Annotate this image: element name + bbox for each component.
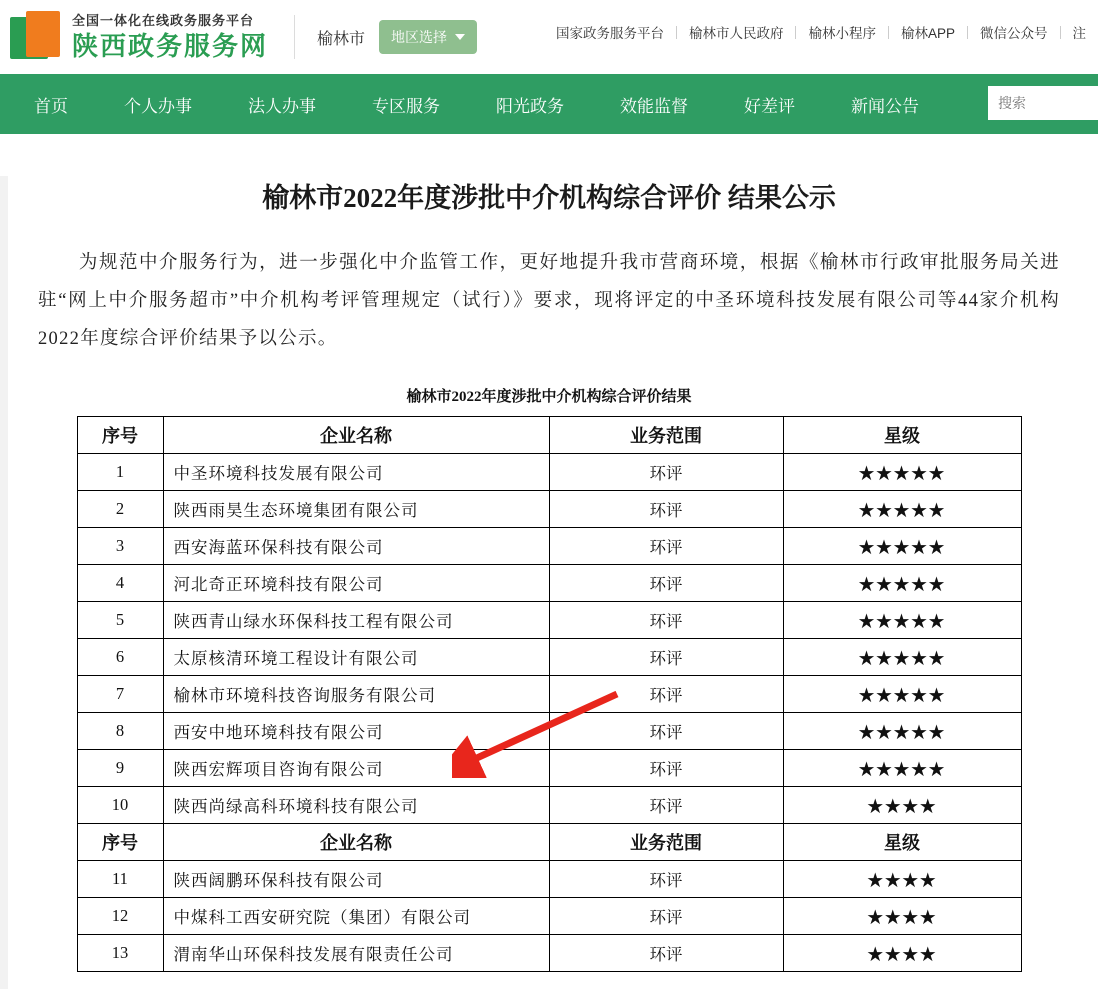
cell-no: 10: [77, 786, 163, 823]
cell-no: 12: [77, 897, 163, 934]
column-header-no: 序号: [77, 823, 163, 860]
cell-stars: ★★★★: [783, 897, 1021, 934]
cell-scope: 环评: [549, 453, 783, 490]
cell-stars: ★★★★★: [783, 564, 1021, 601]
cell-scope: 环评: [549, 601, 783, 638]
region-select-label: 地区选择: [391, 27, 447, 47]
cell-stars: ★★★★★: [783, 490, 1021, 527]
cell-stars: ★★★★★: [783, 638, 1021, 675]
cell-no: 6: [77, 638, 163, 675]
cell-stars: ★★★★: [783, 860, 1021, 897]
table-row: [77, 749, 1021, 786]
cell-no: 4: [77, 564, 163, 601]
cell-no: 7: [77, 675, 163, 712]
column-header-no: 序号: [77, 416, 163, 453]
cell-stars: ★★★★★: [783, 675, 1021, 712]
header-link-wechat[interactable]: 微信公众号: [968, 22, 1060, 42]
cell-no: 9: [77, 749, 163, 786]
header-link-city-government[interactable]: 榆林市人民政府: [677, 22, 796, 42]
column-header-company: 企业名称: [163, 416, 549, 453]
cell-no: 3: [77, 527, 163, 564]
site-logo[interactable]: [0, 11, 268, 63]
cell-stars: ★★★★: [783, 786, 1021, 823]
cell-stars: ★★★★★: [783, 601, 1021, 638]
cell-stars: ★★★★★: [783, 749, 1021, 786]
cell-company: 中圣环境科技发展有限公司: [163, 453, 549, 490]
main-navigation: [0, 74, 1098, 134]
cell-scope: 环评: [549, 564, 783, 601]
header-link-register[interactable]: 注: [1061, 22, 1098, 42]
column-header-stars: 星级: [783, 416, 1021, 453]
table-row: [77, 638, 1021, 675]
table-row: [77, 897, 1021, 934]
column-header-scope: 业务范围: [549, 416, 783, 453]
nav-item-personal-services[interactable]: 个人办事: [96, 92, 220, 117]
cell-no: 2: [77, 490, 163, 527]
cell-scope: 环评: [549, 786, 783, 823]
logo-subtitle: 全国一体化在线政务服务平台: [72, 14, 268, 27]
header-divider: [294, 15, 295, 59]
cell-company: 陕西尚绿高科环境科技有限公司: [163, 786, 549, 823]
cell-scope: 环评: [549, 490, 783, 527]
nav-item-efficiency-supervision[interactable]: 效能监督: [592, 92, 716, 117]
current-city-label: 榆林市: [317, 26, 365, 49]
table-row: [77, 453, 1021, 490]
table-row: [77, 712, 1021, 749]
cell-stars: ★★★★★: [783, 712, 1021, 749]
table-row: [77, 675, 1021, 712]
nav-item-news[interactable]: 新闻公告: [823, 92, 947, 117]
cell-no: 13: [77, 934, 163, 971]
header-link-miniprogram[interactable]: 榆林小程序: [796, 22, 888, 42]
cell-scope: 环评: [549, 712, 783, 749]
cell-company: 陕西宏辉项目咨询有限公司: [163, 749, 549, 786]
nav-item-home[interactable]: 首页: [0, 92, 96, 117]
table-header-row-repeat: [77, 823, 1021, 860]
table-row: [77, 786, 1021, 823]
cell-company: 太原核清环境工程设计有限公司: [163, 638, 549, 675]
table-row: [77, 860, 1021, 897]
chevron-down-icon: [455, 34, 465, 40]
header-link-app[interactable]: 榆林APP: [889, 22, 967, 42]
cell-company: 渭南华山环保科技发展有限责任公司: [163, 934, 549, 971]
nav-item-legal-entity-services[interactable]: 法人办事: [220, 92, 344, 117]
cell-company: 西安海蓝环保科技有限公司: [163, 527, 549, 564]
cell-company: 陕西阔鹏环保科技有限公司: [163, 860, 549, 897]
nav-item-sunshine-government[interactable]: 阳光政务: [468, 92, 592, 117]
logo-title: 陕西政务服务网: [72, 34, 268, 60]
cell-company: 西安中地环境科技有限公司: [163, 712, 549, 749]
cell-stars: ★★★★★: [783, 453, 1021, 490]
column-header-stars: 星级: [783, 823, 1021, 860]
header-link-national-platform[interactable]: 国家政务服务平台: [544, 22, 676, 42]
table-header-row: [77, 416, 1021, 453]
cell-stars: ★★★★★: [783, 527, 1021, 564]
logo-icon: [10, 11, 62, 63]
region-select-dropdown[interactable]: [379, 20, 477, 54]
table-row: [77, 527, 1021, 564]
search-input[interactable]: [988, 86, 1098, 120]
cell-no: 1: [77, 453, 163, 490]
article-page: [0, 176, 1098, 989]
cell-no: 5: [77, 601, 163, 638]
evaluation-results-table: [77, 416, 1022, 972]
page-title: 榆林市2022年度涉批中介机构综合评价 结果公示: [24, 176, 1074, 215]
cell-scope: 环评: [549, 675, 783, 712]
column-header-scope: 业务范围: [549, 823, 783, 860]
cell-scope: 环评: [549, 860, 783, 897]
cell-no: 11: [77, 860, 163, 897]
table-caption: 榆林市2022年度涉批中介机构综合评价结果: [24, 385, 1074, 406]
cell-scope: 环评: [549, 934, 783, 971]
cell-scope: 环评: [549, 638, 783, 675]
cell-company: 中煤科工西安研究院（集团）有限公司: [163, 897, 549, 934]
cell-company: 陕西雨昊生态环境集团有限公司: [163, 490, 549, 527]
cell-company: 河北奇正环境科技有限公司: [163, 564, 549, 601]
nav-item-zone-services[interactable]: 专区服务: [344, 92, 468, 117]
cell-scope: 环评: [549, 897, 783, 934]
cell-no: 8: [77, 712, 163, 749]
nav-item-rating[interactable]: 好差评: [716, 92, 823, 117]
site-header: [0, 0, 1098, 74]
page-left-rail: [0, 176, 8, 989]
table-row: [77, 601, 1021, 638]
cell-company: 陕西青山绿水环保科技工程有限公司: [163, 601, 549, 638]
cell-stars: ★★★★: [783, 934, 1021, 971]
article-paragraph-text: 为规范中介服务行为，进一步强化中介监管工作，更好地提升我市营商环境，根据《榆林市行政审批服务局关进驻“网上中介服务超市”中介机构考评管理规定（试行）》要求，现将评定的中圣环境科技发展有限公司等44家介机构2022年度综合评价结果予以公示。: [38, 253, 1060, 349]
table-row: [77, 934, 1021, 971]
table-row: [77, 564, 1021, 601]
cell-scope: 环评: [549, 527, 783, 564]
header-quick-links: [544, 22, 1098, 42]
table-row: [77, 490, 1021, 527]
article-paragraph: [38, 245, 1060, 359]
cell-scope: 环评: [549, 749, 783, 786]
column-header-company: 企业名称: [163, 823, 549, 860]
cell-company: 榆林市环境科技咨询服务有限公司: [163, 675, 549, 712]
